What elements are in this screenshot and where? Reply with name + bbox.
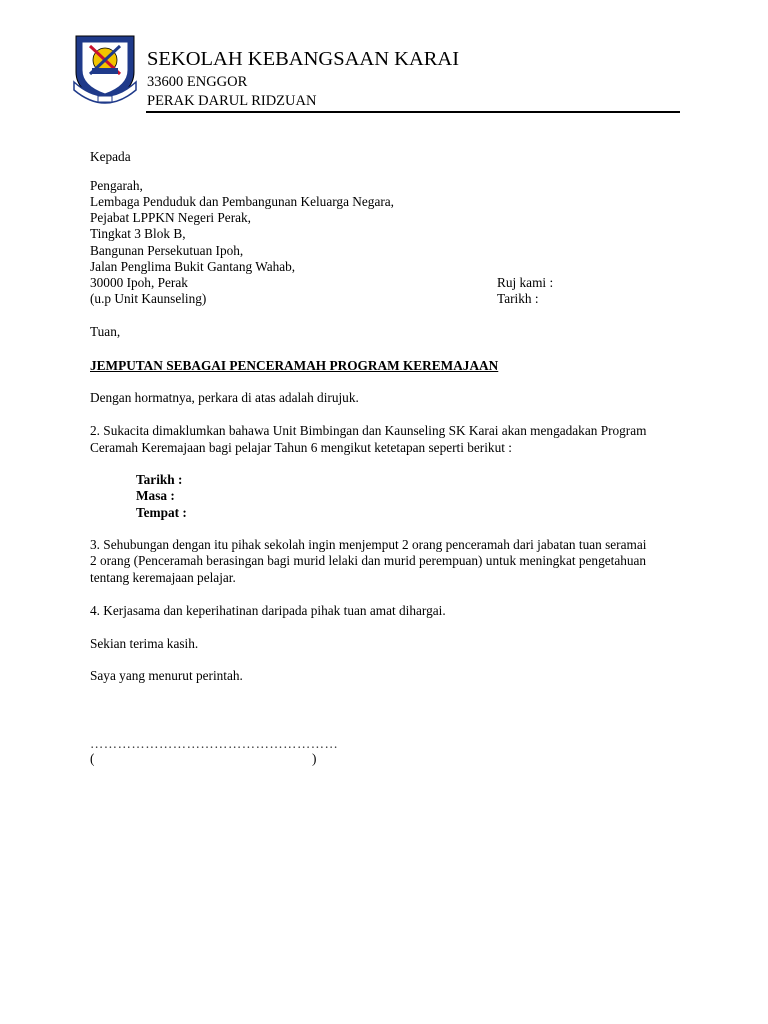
school-address-line1: 33600 ENGGOR	[147, 74, 248, 90]
closing-remark: Sekian terima kasih.	[90, 636, 199, 651]
signature-dotted-line: ………………………………………………	[90, 736, 339, 751]
recipient-line: 30000 Ipoh, Perak	[90, 275, 188, 290]
paragraph-3-line: tentang keremajaan pelajar.	[90, 570, 236, 585]
paragraph-2-line: Ceramah Keremajaan bagi pelajar Tahun 6 mengikut ketetapan seperti berikut :	[90, 440, 512, 455]
signature-name-open-paren: (	[90, 751, 95, 766]
header-divider	[146, 111, 680, 113]
reference-number-label: Ruj kami :	[497, 275, 554, 290]
recipient-line: Tingkat 3 Blok B,	[90, 226, 186, 241]
signature-name-close-paren: )	[312, 751, 317, 766]
crest-icon	[70, 32, 140, 106]
school-name: SEKOLAH KEBANGSAAN KARAI	[147, 48, 460, 70]
to-label: Kepada	[90, 149, 131, 164]
recipient-line: Pengarah,	[90, 178, 143, 193]
recipient-line: (u.p Unit Kaunseling)	[90, 291, 207, 306]
letter-subject: JEMPUTAN SEBAGAI PENCERAMAH PROGRAM KEREMAJAAN	[90, 358, 499, 373]
school-crest-logo	[70, 32, 140, 106]
field-tempat: Tempat :	[136, 505, 187, 520]
sign-off: Saya yang menurut perintah.	[90, 668, 243, 683]
opening-paragraph: Dengan hormatnya, perkara di atas adalah dirujuk.	[90, 390, 359, 405]
paragraph-2-line: 2. Sukacita dimaklumkan bahawa Unit Bimbingan dan Kaunseling SK Karai akan mengadakan Program	[90, 423, 647, 438]
recipient-line: Lembaga Penduduk dan Pembangunan Keluarga Negara,	[90, 194, 395, 209]
school-address-line2: PERAK DARUL RIDZUAN	[147, 93, 317, 109]
recipient-line: Bangunan Persekutuan Ipoh,	[90, 243, 244, 258]
field-tarikh: Tarikh :	[136, 472, 183, 487]
recipient-line: Jalan Penglima Bukit Gantang Wahab,	[90, 259, 296, 274]
paragraph-4: 4. Kerjasama dan keperihatinan daripada pihak tuan amat dihargai.	[90, 603, 446, 618]
date-label: Tarikh :	[497, 291, 539, 306]
field-masa: Masa :	[136, 488, 175, 503]
greeting: Tuan,	[90, 324, 121, 339]
paragraph-3-line: 3. Sehubungan dengan itu pihak sekolah ingin menjemput 2 orang penceramah dari jabatan tuan seramai	[90, 537, 647, 552]
recipient-line: Pejabat LPPKN Negeri Perak,	[90, 210, 252, 225]
paragraph-3-line: 2 orang (Penceramah berasingan bagi murid lelaki dan murid perempuan) untuk meningkat pengetahuan	[90, 553, 647, 568]
